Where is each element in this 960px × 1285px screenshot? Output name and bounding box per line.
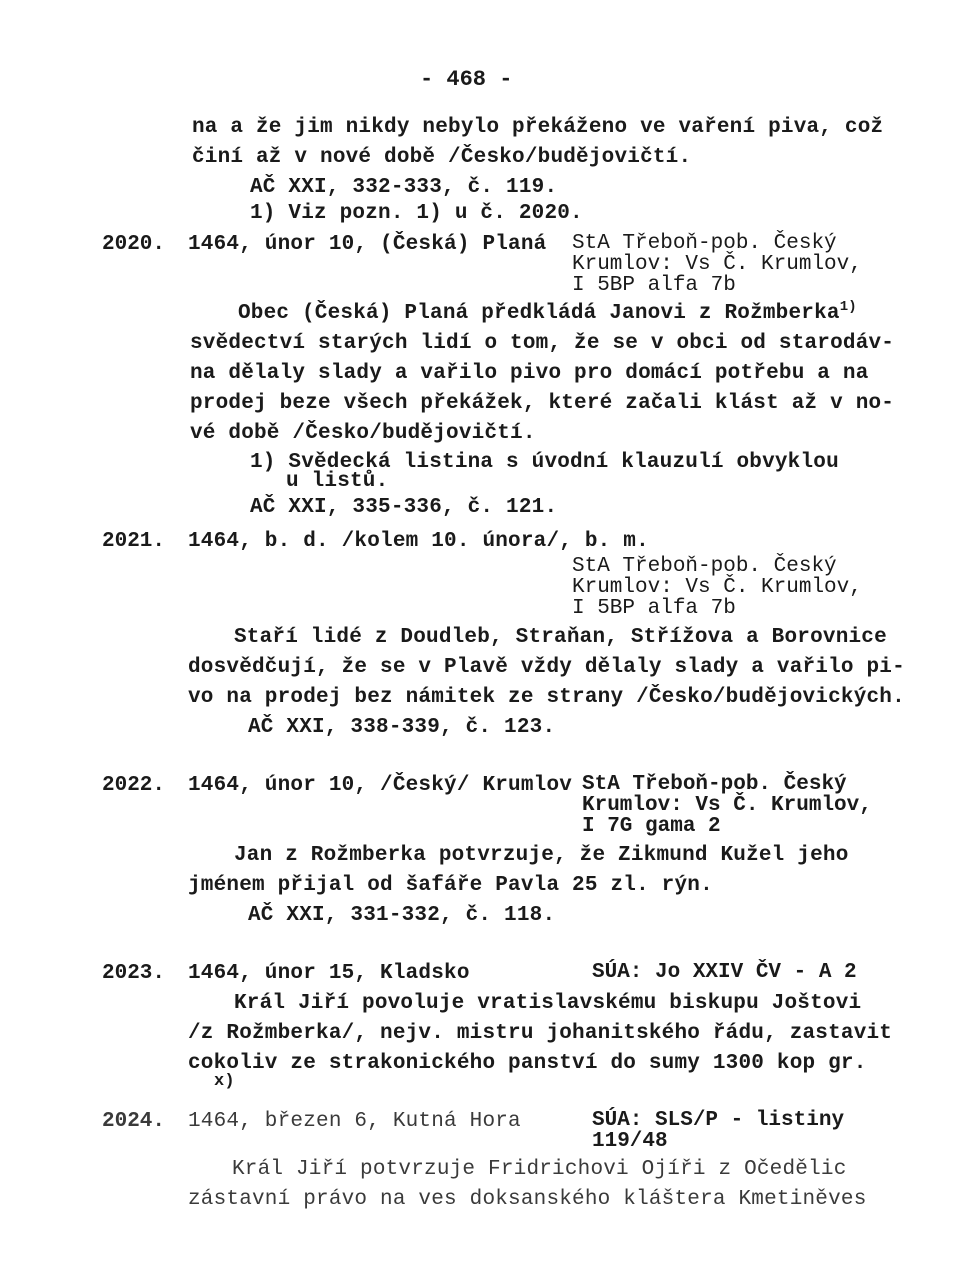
entry-text-line: vé době /Česko/budějovičtí. [190,422,536,445]
entry-text-line: Král Jiří povoluje vratislavskému biskupu Joštovi [234,992,862,1015]
entry-archive-line: I 7G gama 2 [582,815,721,838]
intro-line-2: činí až v nové době /Česko/budějovičtí. [192,146,692,169]
entry-text-line: zástavní právo na ves doksanského kláštera Kmetiněves [188,1188,867,1211]
entry-archive-line: StA Třeboň-pob. Český [572,232,837,255]
page-number: - 468 - [420,67,513,92]
entry-number: 2024. [102,1110,166,1133]
entry-text-line: dosvědčují, že se v Plavě vždy dělaly slady a vařilo pi- [188,656,905,679]
entry-text-line: /z Rožmberka/, nejv. mistru johanitského řádu, zastavit [188,1022,893,1045]
entry-archive-line: 119/48 [592,1130,668,1153]
entry-archive-line: Krumlov: Vs Č. Krumlov, [572,576,862,599]
entry-text-line: cokoliv ze strakonického panství do sumy 1300 kop gr. [188,1052,867,1075]
entry-text-line: Obec (Česká) Planá předkládá Janovi z Rožmberka$^{1)}$ [238,299,857,325]
entry-archive-line: I 5BP alfa 7b [572,274,736,297]
entry-archive-line: StA Třeboň-pob. Český [572,555,837,578]
footnote-mark: x) [214,1072,235,1091]
intro-note: 1) Viz pozn. 1) u č. 2020. [250,202,583,225]
footnote-mark: 1) [839,299,857,315]
entry-number: 2020. [102,233,166,256]
entry-note-line: u listů. [286,470,389,493]
entry-archive-line: I 5BP alfa 7b [572,597,736,620]
entry-text-line: svědectví starých lidí o tom, že se v obci od starodáv- [190,332,895,355]
entry-reference: AČ XXI, 331-332, č. 118. [248,904,556,927]
entry-date-place: 1464, b. d. /kolem 10. února/, b. m. [188,530,649,553]
entry-text-line: Jan z Rožmberka potvrzuje, že Zikmund Kužel jeho [234,844,849,867]
entry-text-line: Staří lidé z Doudleb, Straňan, Střížova a Borovnice [234,626,887,649]
entry-text-line: Král Jiří potvrzuje Fridrichovi Ojíři z Očedělic [232,1158,847,1181]
entry-archive-line: Krumlov: Vs Č. Krumlov, [572,253,862,276]
entry-text-line: na dělaly slady a vařilo pivo pro domácí potřebu a na [190,362,869,385]
entry-note-line: 1) Svědecká listina s úvodní klauzulí obvyklou [250,451,839,474]
entry-number: 2023. [102,962,166,985]
entry-number: 2022. [102,774,166,797]
entry-date-place: 1464, březen 6, Kutná Hora [188,1110,521,1133]
intro-reference: AČ XXI, 332-333, č. 119. [250,176,558,199]
entry-text-line: vo na prodej bez námitek ze strany /Česko/budějovických. [188,686,905,709]
entry-archive-line: SÚA: SLS/P - listiny [592,1109,845,1132]
entry-reference: AČ XXI, 338-339, č. 123. [248,716,556,739]
entry-number: 2021. [102,530,166,553]
entry-date-place: 1464, únor 10, (Česká) Planá [188,233,547,256]
entry-date-place: 1464, únor 10, /Český/ Krumlov [188,774,573,797]
entry-reference: AČ XXI, 335-336, č. 121. [250,496,558,519]
entry-archive-line: Krumlov: Vs Č. Krumlov, [582,794,872,817]
entry-archive-line: StA Třeboň-pob. Český [582,773,847,796]
intro-line-1: na a že jim nikdy nebylo překáženo ve vaření piva, což [192,116,884,139]
entry-date-place: 1464, únor 15, Kladsko [188,962,470,985]
entry-archive-line: SÚA: Jo XXIV ČV - A 2 [592,961,857,984]
entry-text-line: jménem přijal od šafáře Pavla 25 zl. rýn. [188,874,713,897]
entry-text-line: prodej beze všech překážek, které začali klást až v no- [190,392,895,415]
